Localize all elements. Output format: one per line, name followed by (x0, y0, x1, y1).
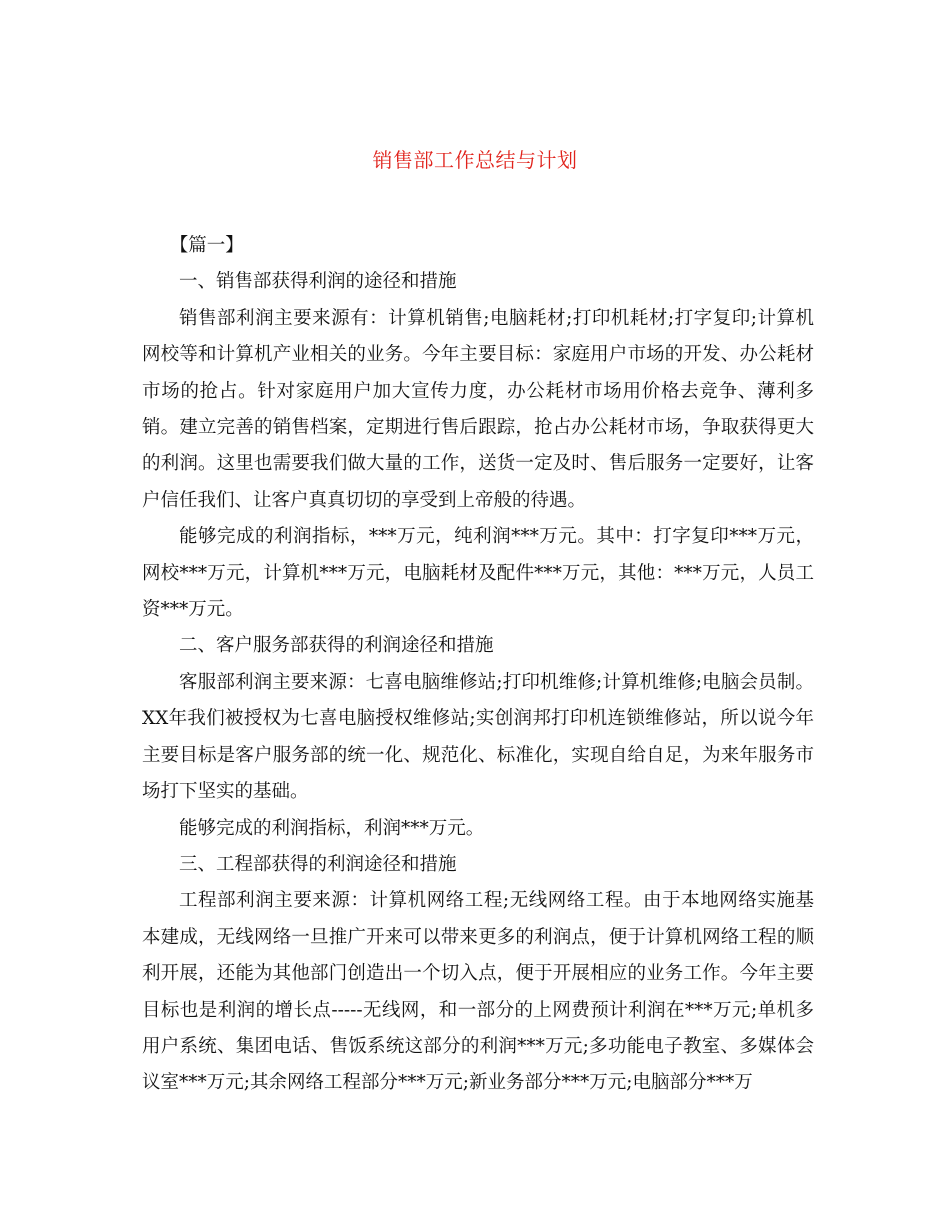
paragraph-service-targets: 能够完成的利润指标，利润***万元。 (179, 817, 485, 839)
paragraph-service-sources: 客服部利润主要来源：七喜电脑维修站;打印机维修;计算机维修;电脑会员制。XX年我们被授权为七喜电脑授权维修站;实创润邦打印机连锁维修站，所以说今年主要目标是客户服务部的统一化、规范化、标准化，实现自给自足，为来年服务市场打下坚实的基础。 (142, 671, 814, 803)
section-tag: 【篇一】 (169, 235, 244, 256)
heading-service-profit: 二、客户服务部获得的利润途径和措施 (179, 635, 494, 657)
heading-engineering-profit: 三、工程部获得的利润途径和措施 (179, 853, 457, 875)
paragraph-engineering-sources: 工程部利润主要来源：计算机网络工程;无线网络工程。由于本地网络实施基本建成，无线网络一旦推广开来可以带来更多的利润点，便于计算机网络工程的顺利开展，还能为其他部门创造出一个切入点，便于开展相应的业务工作。今年主要目标也是利润的增长点-----无线网，和一部分的上网费预计利润在***万元;单机多用户系统、集团电话、售饭系统这部分的利润***万元;多功能电子教室、多媒体会议室***万元;其余网络工程部分***万元;新业务部分***万元;电脑部分***万 (142, 890, 814, 1094)
heading-sales-profit: 一、销售部获得利润的途径和措施 (179, 271, 457, 293)
paragraph-sales-sources: 销售部利润主要来源有：计算机销售;电脑耗材;打印机耗材;打字复印;计算机网校等和计算机产业相关的业务。今年主要目标：家庭用户市场的开发、办公耗材市场的抢占。针对家庭用户加大宣传力度，办公耗材市场用价格去竞争、薄利多销。建立完善的销售档案，定期进行售后跟踪，抢占办公耗材市场，争取获得更大的利润。这里也需要我们做大量的工作，送货一定及时、售后服务一定要好，让客户信任我们、让客户真真切切的享受到上帝般的待遇。 (142, 307, 814, 511)
paragraph-sales-targets: 能够完成的利润指标，***万元，纯利润***万元。其中：打字复印***万元，网校***万元，计算机***万元，电脑耗材及配件***万元，其他：***万元，人员工资***万元。 (142, 526, 814, 621)
document-title: 销售部工作总结与计划 (372, 148, 578, 172)
document-body (142, 228, 814, 1102)
